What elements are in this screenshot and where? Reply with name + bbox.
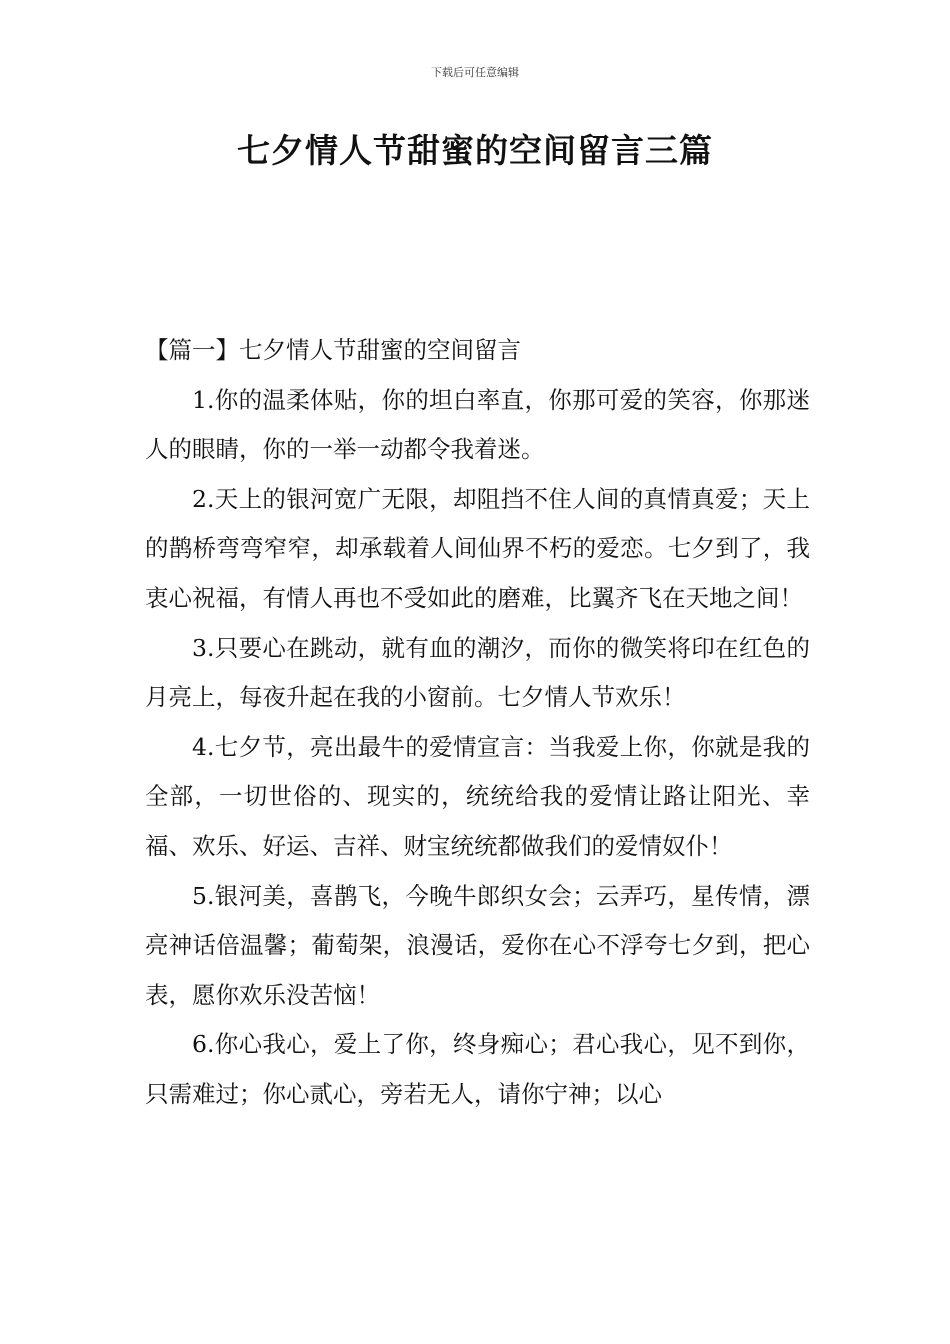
message-paragraph-2: 2.天上的银河宽广无限，却阻挡不住人间的真情真爱；天上的鹊桥弯弯窄窄，却承载着人间仙界不朽的爱恋。七夕到了，我衷心祝福，有情人再也不受如此的磨难，比翼齐飞在天地之间！ <box>145 484 810 612</box>
document-title: 七夕情人节甜蜜的空间留言三篇 <box>237 131 713 170</box>
message-paragraph-1: 1.你的温柔体贴，你的坦白率直，你那可爱的笑容，你那迷人的眼睛，你的一举一动都令我着迷。 <box>145 385 810 464</box>
message-paragraph-3: 3.只要心在跳动，就有血的潮汐，而你的微笑将印在红色的月亮上，每夜升起在我的小窗前。七夕情人节欢乐！ <box>145 633 810 712</box>
message-paragraph-4: 4.七夕节，亮出最牛的爱情宣言：当我爱上你，你就是我的全部，一切世俗的、现实的，统统给我的爱情让路让阳光、幸福、欢乐、好运、吉祥、财宝统统都做我们的爱情奴仆！ <box>145 732 810 860</box>
document-body <box>145 326 810 1120</box>
page-header-note: 下载后可任意编辑 <box>431 66 519 79</box>
message-paragraph-6: 6.你心我心，爱上了你，终身痴心；君心我心，见不到你，只需难过；你心贰心，旁若无人，请你宁神；以心 <box>145 1030 810 1108</box>
message-paragraph-5: 5.银河美，喜鹊飞，今晚牛郎织女会；云弄巧，星传情，漂亮神话倍温馨；葡萄架，浪漫话，爱你在心不浮夸七夕到，把心表，愿你欢乐没苦恼！ <box>145 881 810 1009</box>
section-heading: 【篇一】七夕情人节甜蜜的空间留言 <box>145 336 521 364</box>
